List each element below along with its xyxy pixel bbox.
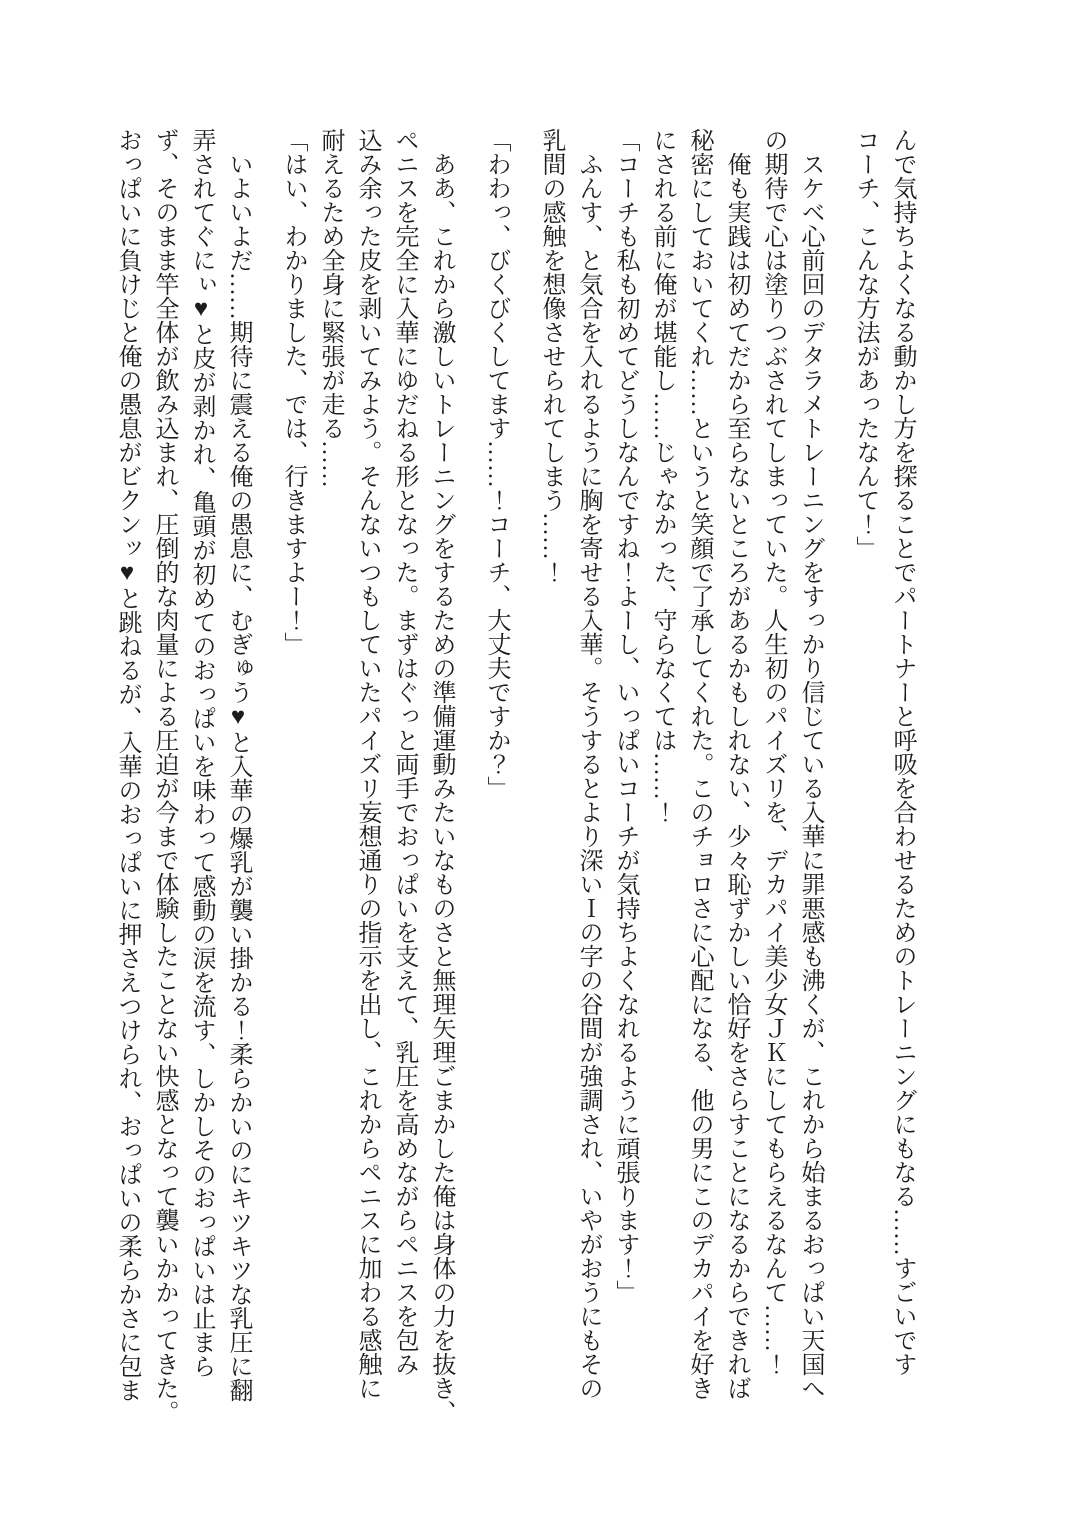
text-line: コーチ、こんな方法があったなんて！」 [852,128,878,560]
paragraph-3 [643,128,754,1430]
text-line: 俺も実践は初めてだから至らないところがあるかもしれない、少々恥ずかしい恰好をさらすことになるからできれば [723,152,749,1400]
text-line: スケベ心前回のデタラメトレーニングをすっかり信じている入華に罪悪感も沸くが、これから始まるおっぱい天国へ [797,152,823,1400]
text-line: おっぱいに負けじと俺の愚息がビクンッ♥と跳ねるが、入華のおっぱいに押さえつけられ、おっぱいの柔らかさに包ま [114,128,140,1402]
paragraph-2 [754,128,828,1430]
text-line: の期待で心は塗りつぶされてしまっていた。人生初のパイズリを、デカパイ美少女ＪＫにしてもらえるなんて……！ [760,128,786,1376]
text-line: ふんす、と気合を入れるように胸を寄せる入華。そうするとより深いＩの字の谷間が強調され、いやがおうにもその [575,152,601,1400]
text-line: 「はい、わかりました、では、行きますよー！」 [280,128,306,656]
text-line: 秘密にしておいてくれ……というと笑顔で了承してくれた。このチョロさに心配になる、他の男にこのデカパイを好き [686,128,712,1400]
paragraph-8 [274,128,311,1430]
paragraph-7 [311,128,459,1430]
text-line: ず、そのまま竿全体が飲み込まれ、圧倒的な肉量による圧迫が今まで体験したことない快感となって襲いかかってきた。 [151,128,177,1424]
text-line: 弄されてぐにぃ♥と皮が剥かれ、亀頭が初めてのおっぱいを味わって感動の涙を流す、しかしそのおっぱいは止まら [188,128,214,1378]
paragraph-4 [606,128,643,1430]
paragraph-1 [846,128,920,1430]
text-line: 乳間の感触を想像させられてしまう……！ [538,128,564,584]
vertical-text-block [108,128,920,1430]
text-line: ああ、これから激しいトレーニングをするための準備運動みたいなものさと無理矢理ごまかした俺は身体の力を抜き、 [428,152,454,1424]
paragraph-5 [532,128,606,1430]
text-line: んで気持ちよくなる動かし方を探ることでパートナーと呼吸を合わせるためのトレーニングにもなる……すごいです [889,128,915,1376]
text-line: にされる前に俺が堪能し……じゃなかった、守らなくては……！ [649,128,675,824]
text-line: 込み余った皮を剥いてみよう。そんないつもしていたパイズリ妄想通りの指示を出し、これからペニスに加わる感触に [354,128,380,1400]
paragraph-9 [108,128,256,1430]
text-line: ペニスを完全に入華にゆだねる形となった。まずはぐっと両手でおっぱいを支えて、乳圧を高めながらペニスを包み [391,128,417,1376]
paragraph-6 [477,128,514,1430]
text-line: 「コーチも私も初めてどうしなんですね！よーし、いっぱいコーチが気持ちよくなれるように頑張ります！」 [612,128,638,1304]
text-line: いよいよだ……期待に震える俺の愚息に、むぎゅう♥と入華の爆乳が襲い掛かる！柔らかいのにキツキツな乳圧に翻 [225,152,251,1402]
text-line: 「わわっ、びくびくしてます……！コーチ、大丈夫ですか？」 [483,128,509,800]
text-line: 耐えるため全身に緊張が走る…… [317,128,343,488]
